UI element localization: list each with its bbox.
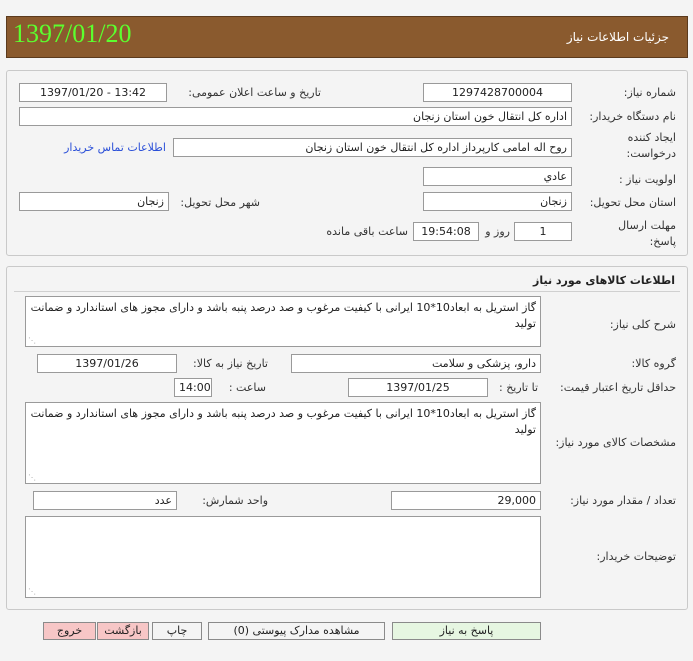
creator-label: ایجاد کننده xyxy=(627,131,676,144)
creator-field: روح اله امامی کارپرداز اداره کل انتقال خون استان زنجان xyxy=(173,138,572,157)
attachments-button[interactable]: مشاهده مدارک پیوستی (0) xyxy=(208,622,385,640)
need-date-label: تاریخ نیاز به کالا: xyxy=(193,357,268,370)
creator-label-2: درخواست: xyxy=(626,147,676,160)
buyer-org-field: اداره کل انتقال خون استان زنجان xyxy=(19,107,572,126)
province-field: زنجان xyxy=(423,192,572,211)
buyer-notes-textarea xyxy=(25,516,541,598)
spec-label: مشخصات کالای مورد نیاز: xyxy=(555,436,676,449)
priority-label: اولویت نیاز : xyxy=(618,173,676,186)
days-label: روز و xyxy=(485,225,510,238)
deadline-label: مهلت ارسال xyxy=(618,219,676,232)
group-field: دارو، پزشکی و سلامت xyxy=(291,354,541,373)
need-number-field: 1297428700004 xyxy=(423,83,572,102)
summary-label: شرح کلی نیاز: xyxy=(609,318,676,331)
need-date-field: 1397/01/26 xyxy=(37,354,177,373)
header-bar xyxy=(6,16,688,58)
back-button[interactable]: بازگشت xyxy=(97,622,149,640)
buyer-contact-link[interactable]: اطلاعات تماس خریدار xyxy=(64,141,166,154)
page-title: جزئیات اطلاعات نیاز xyxy=(566,30,669,44)
qty-field: 29,000 xyxy=(391,491,541,510)
need-number-label: شماره نیاز: xyxy=(623,86,676,99)
group-label: گروه کالا: xyxy=(631,357,676,370)
resize-grip-icon[interactable]: ⋰ xyxy=(28,336,36,345)
exit-button[interactable]: خروج xyxy=(43,622,96,640)
min-price-label: حداقل تاریخ اعتبار قیمت: xyxy=(560,381,676,394)
city-label: شهر محل تحویل: xyxy=(180,196,260,209)
resize-grip-icon[interactable]: ⋰ xyxy=(28,473,36,482)
deadline-time-field: 19:54:08 xyxy=(413,222,479,241)
deadline-label-2: پاسخ: xyxy=(649,235,676,248)
buyer-org-label: نام دستگاه خریدار: xyxy=(589,110,676,123)
until-date-label: تا تاریخ : xyxy=(499,381,538,394)
unit-label: واحد شمارش: xyxy=(202,494,268,507)
print-button[interactable]: چاپ xyxy=(152,622,202,640)
hour-field: 14:00 xyxy=(174,378,212,397)
priority-field: عادي xyxy=(423,167,572,186)
deadline-days-field: 1 xyxy=(514,222,572,241)
hour-label: ساعت : xyxy=(228,381,266,394)
buyer-notes-label: توضیحات خریدار: xyxy=(596,550,676,563)
province-label: استان محل تحویل: xyxy=(589,196,676,209)
until-date-field: 1397/01/25 xyxy=(348,378,488,397)
reply-button[interactable]: پاسخ به نیاز xyxy=(392,622,541,640)
spec-text: گاز استریل به ابعاد10*10 ایرانی با کیفیت مرغوب و صد درصد پنبه باشد و دارای مجوز های استاندارد و ضمانت تولید xyxy=(30,407,536,436)
goods-section-title: اطلاعات کالاهای مورد نیاز xyxy=(533,274,675,287)
spec-textarea xyxy=(25,402,541,484)
qty-label: تعداد / مقدار مورد نیاز: xyxy=(570,494,676,507)
announce-label: تاریخ و ساعت اعلان عمومی: xyxy=(188,86,321,99)
resize-grip-icon[interactable]: ⋰ xyxy=(28,587,36,596)
announce-field: 1397/01/20 - 13:42 xyxy=(19,83,167,102)
section-divider xyxy=(14,291,680,292)
city-field: زنجان xyxy=(19,192,169,211)
header-date: 1397/01/20 xyxy=(13,19,132,48)
summary-text: گاز استریل به ابعاد10*10 ایرانی با کیفیت مرغوب و صد درصد پنبه باشد و دارای مجوز های استاندارد و ضمانت تولید xyxy=(30,301,536,330)
unit-field: عدد xyxy=(33,491,177,510)
remaining-label: ساعت باقی مانده xyxy=(326,225,408,238)
summary-textarea xyxy=(25,296,541,347)
